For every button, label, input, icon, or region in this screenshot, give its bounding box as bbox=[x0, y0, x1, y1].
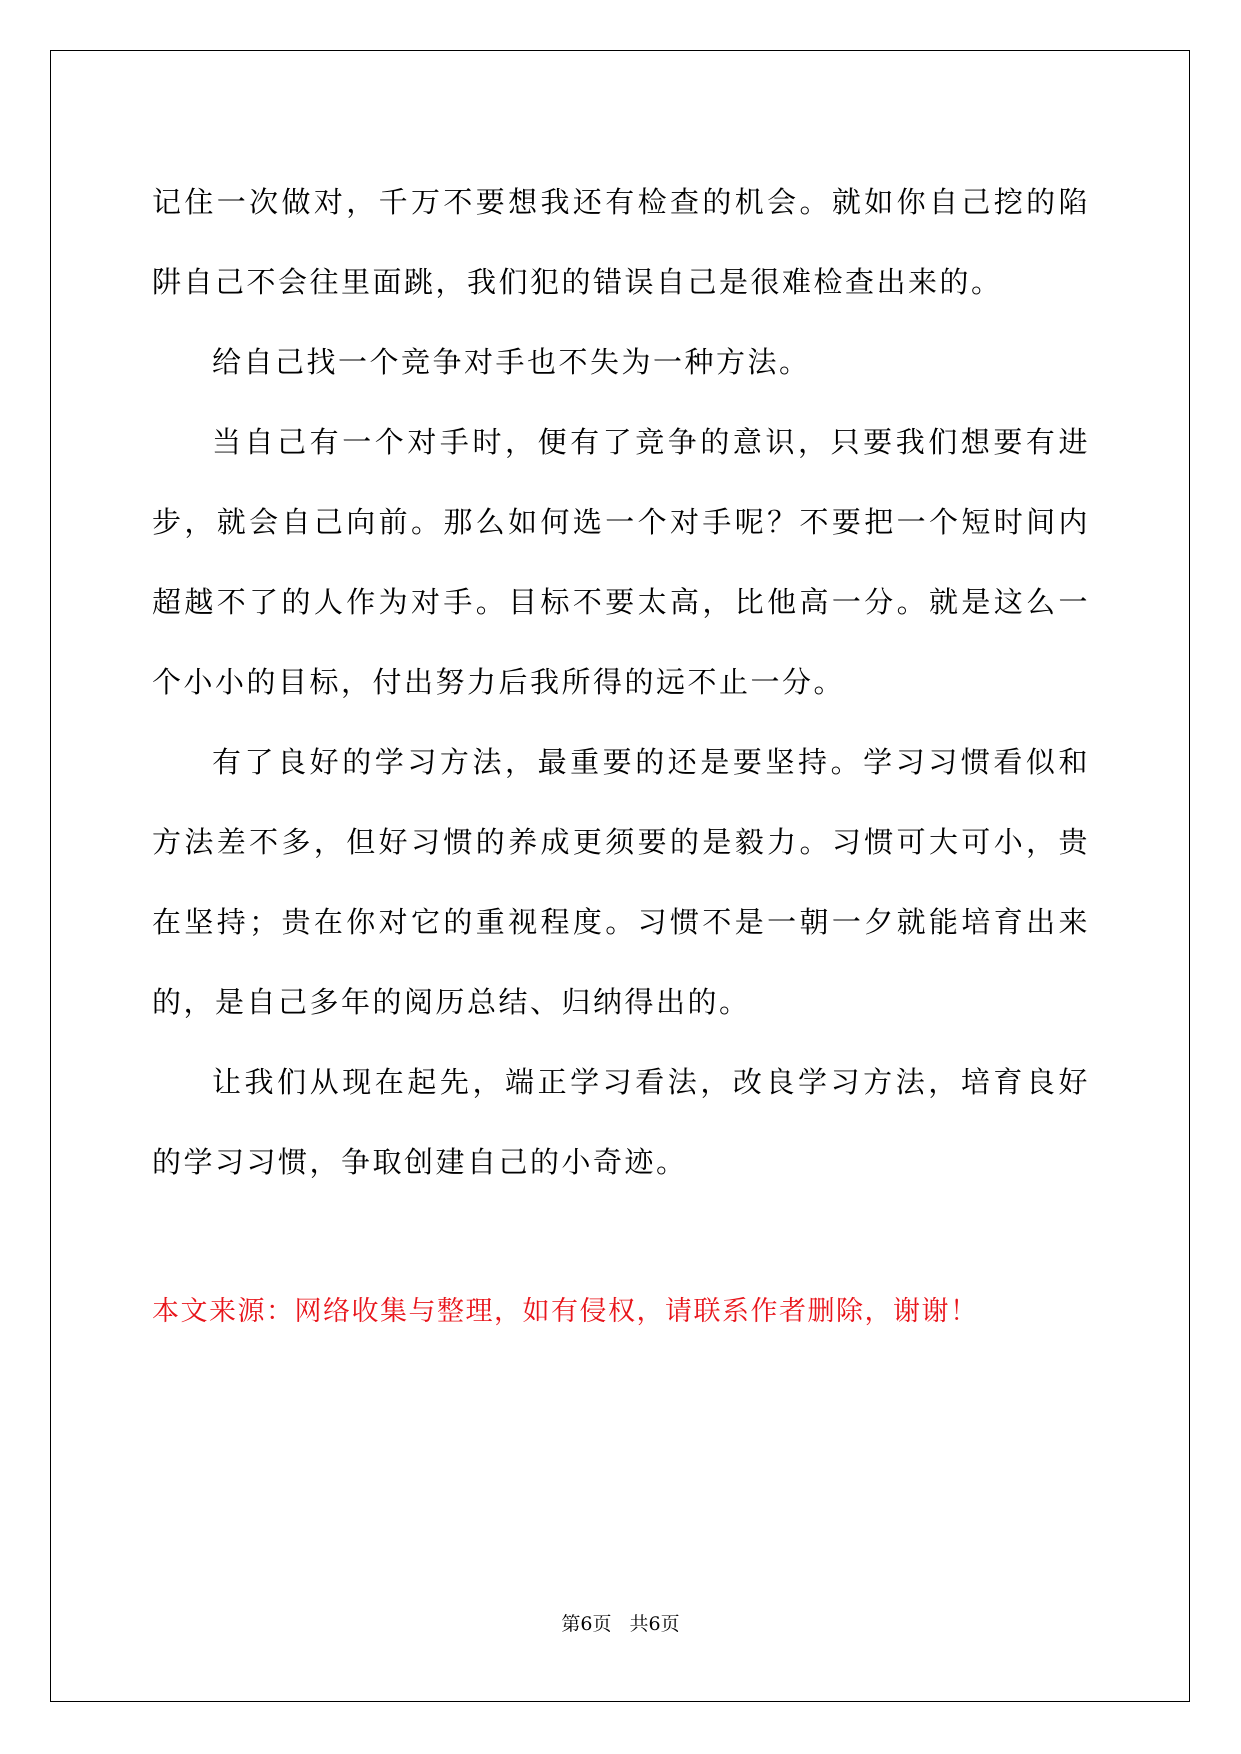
paragraph-3: 当自己有一个对手时，便有了竞争的意识，只要我们想要有进步，就会自己向前。那么如何选一个对手呢？不要把一个短时间内超越不了的人作为对手。目标不要太高，比他高一分。就是这么一个小小的目标，付出努力后我所得的远不止一分。 bbox=[152, 425, 1090, 699]
paragraph-5: 让我们从现在起先，端正学习看法，改良学习方法，培育良好的学习习惯，争取创建自己的小奇迹。 bbox=[152, 1065, 1090, 1179]
page-number: 第6页 bbox=[561, 1613, 612, 1635]
paragraph-2: 给自己找一个竞争对手也不失为一种方法。 bbox=[212, 345, 811, 379]
paragraph-4: 有了良好的学习方法，最重要的还是要坚持。学习习惯看似和方法差不多，但好习惯的养成更须要的是毅力。习惯可大可小，贵在坚持；贵在你对它的重视程度。习惯不是一朝一夕就能培育出来的，是自己多年的阅历总结、归纳得出的。 bbox=[152, 745, 1090, 1019]
paragraph-1: 记住一次做对，千万不要想我还有检查的机会。就如你自己挖的陷阱自己不会往里面跳，我们犯的错误自己是很难检查出来的。 bbox=[152, 185, 1090, 299]
source-notice: 本文来源：网络收集与整理，如有侵权，请联系作者删除，谢谢！ bbox=[152, 1296, 979, 1327]
page-footer bbox=[0, 1612, 1241, 1636]
page-total: 共6页 bbox=[629, 1613, 680, 1635]
document-body bbox=[152, 162, 1090, 1202]
